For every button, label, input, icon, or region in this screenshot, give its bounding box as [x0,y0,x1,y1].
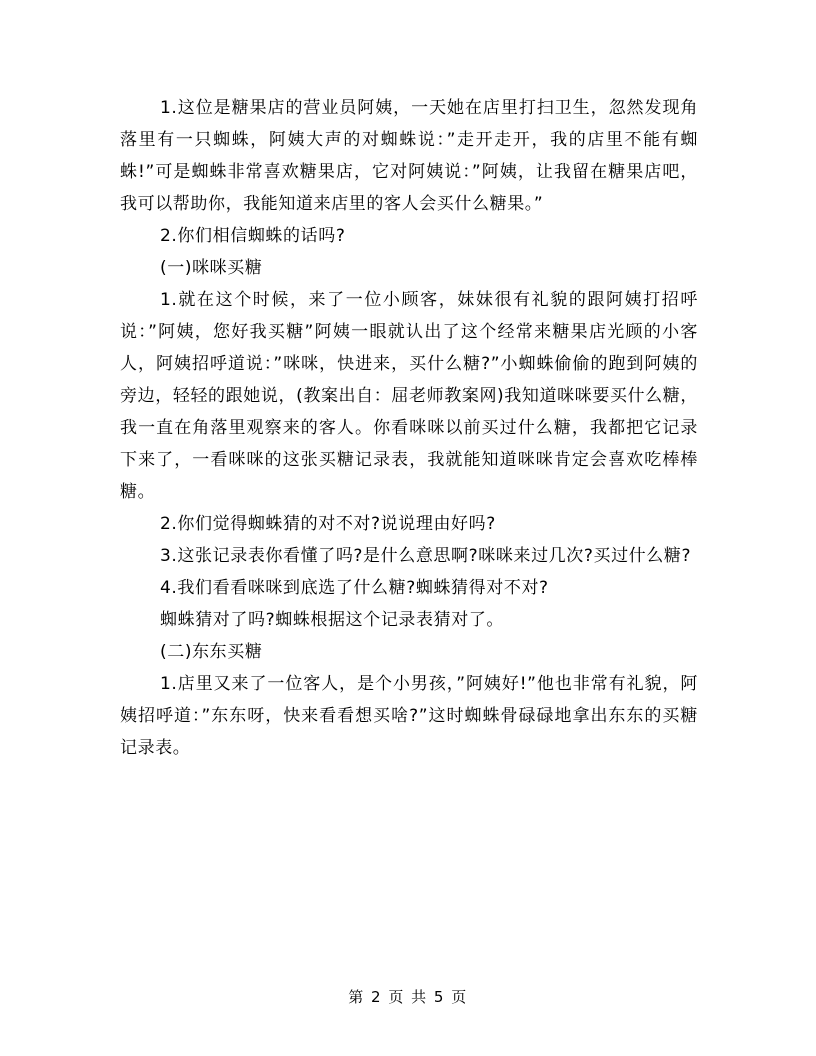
section-heading-dongdong: (二)东东买糖 [160,642,263,662]
paragraph-4: 2.你们觉得蜘蛛猜的对不对?说说理由好吗? [160,514,496,534]
paragraph-3: 1.就在这个时候，来了一位小顾客，妹妹很有礼貌的跟阿姨打招呼说：”阿姨，您好我买糖”阿姨一眼就认出了这个经常来糖果店光顾的小客人，阿姨招呼道说：”咪咪，快进来，买什么糖?”小蜘蛛偷偷的跑到阿姨的旁边，轻轻的跟她说，(教案出自：屈老师教案网)我知道咪咪要买什么糖，我一直在角落里观察来的客人。你看咪咪以前买过什么糖，我都把它记录下来了，一看咪咪的这张买糖记录表，我就能知道咪咪肯定会喜欢吃棒棒糖。 [120,290,698,502]
section-heading-mimi: (一)咪咪买糖 [160,258,263,278]
paragraph-8: 1.店里又来了一位客人，是个小男孩，”阿姨好!”他也非常有礼貌，阿姨招呼道：”东东呀，快来看看想买啥?”这时蜘蛛骨碌碌地拿出东东的买糖记录表。 [120,674,698,758]
paragraph-2: 2.你们相信蜘蛛的话吗? [160,226,346,246]
document-body [120,92,698,764]
paragraph-7: 蜘蛛猜对了吗?蜘蛛根据这个记录表猜对了。 [160,610,505,630]
page-number-footer: 第 2 页 共 5 页 [348,988,468,1006]
paragraph-5: 3.这张记录表你看懂了吗?是什么意思啊?咪咪来过几次?买过什么糖? [160,546,692,566]
paragraph-1: 1.这位是糖果店的营业员阿姨，一天她在店里打扫卫生，忽然发现角落里有一只蜘蛛，阿姨大声的对蜘蛛说：”走开走开，我的店里不能有蜘蛛!”可是蜘蛛非常喜欢糖果店，它对阿姨说：”阿姨，让我留在糖果店吧，我可以帮助你，我能知道来店里的客人会买什么糖果。” [120,98,698,214]
paragraph-6: 4.我们看看咪咪到底选了什么糖?蜘蛛猜得对不对? [160,578,549,598]
